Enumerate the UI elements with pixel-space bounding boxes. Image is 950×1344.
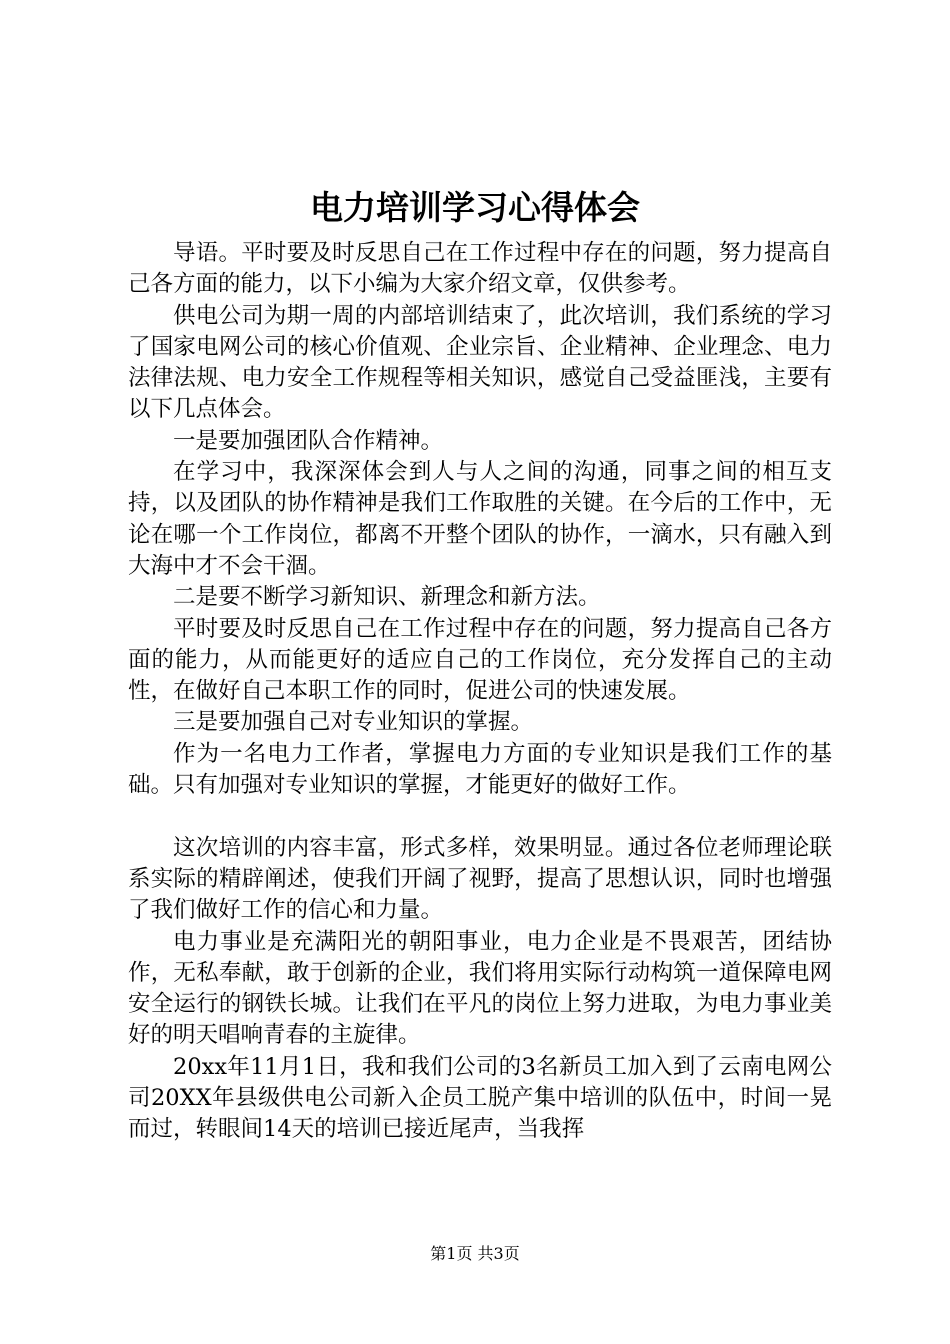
paragraph-training-summary: 供电公司为期一周的内部培训结束了，此次培训，我们系统的学习了国家电网公司的核心价值观、企业宗旨、企业精神、企业理念、电力法律法规、电力安全工作规程等相关知识，感觉自己受益匪浅，主要有以下几点体会。 — [128, 302, 832, 423]
paragraph-point-two-heading: 二是要不断学习新知识、新理念和新方法。 — [173, 584, 601, 611]
document-title: 电力培训学习心得体会 — [310, 188, 640, 227]
paragraph-point-three-heading: 三是要加强自己对专业知识的掌握。 — [173, 709, 534, 736]
paragraph-point-one-body: 在学习中，我深深体会到人与人之间的沟通，同事之间的相互支持，以及团队的协作精神是我们工作取胜的关键。在今后的工作中，无论在哪一个工作岗位，都离不开整个团队的协作，一滴水，只有融入到大海中才不会干涸。 — [128, 459, 832, 579]
paragraph-training-content: 这次培训的内容丰富，形式多样，效果明显。通过各位老师理论联系实际的精辟阐述，使我们开阔了视野，提高了思想认识，同时也增强了我们做好工作的信心和力量。 — [128, 834, 832, 924]
paragraph-point-three-body: 作为一名电力工作者，掌握电力方面的专业知识是我们工作的基础。只有加强对专业知识的掌握，才能更好的做好工作。 — [128, 740, 832, 799]
paragraph-intro: 导语。平时要及时反思自己在工作过程中存在的问题，努力提高自己各方面的能力，以下小编为大家介绍文章，仅供参考。 — [128, 240, 832, 298]
paragraph-new-employee: 20xx年11月1日，我和我们公司的3名新员工加入到了云南电网公司20XX年县级供电公司新入企员工脱产集中培训的队伍中，时间一晃而过，转眼间14天的培训已接近尾声，当我挥 — [128, 1053, 832, 1143]
page-number-footer: 第1页 共3页 — [430, 1244, 520, 1263]
paragraph-point-one-heading: 一是要加强团队合作精神。 — [173, 427, 444, 454]
paragraph-power-industry: 电力事业是充满阳光的朝阳事业，电力企业是不畏艰苦，团结协作，无私奉献，敢于创新的企业，我们将用实际行动构筑一道保障电网安全运行的钢铁长城。让我们在平凡的岗位上努力进取，为电力事业美好的明天唱响青春的主旋律。 — [128, 928, 832, 1049]
document-body — [128, 238, 832, 1146]
paragraph-point-two-body: 平时要及时反思自己在工作过程中存在的问题，努力提高自己各方面的能力，从而能更好的适应自己的工作岗位，充分发挥自己的主动性，在做好自己本职工作的同时，促进公司的快速发展。 — [128, 615, 832, 705]
